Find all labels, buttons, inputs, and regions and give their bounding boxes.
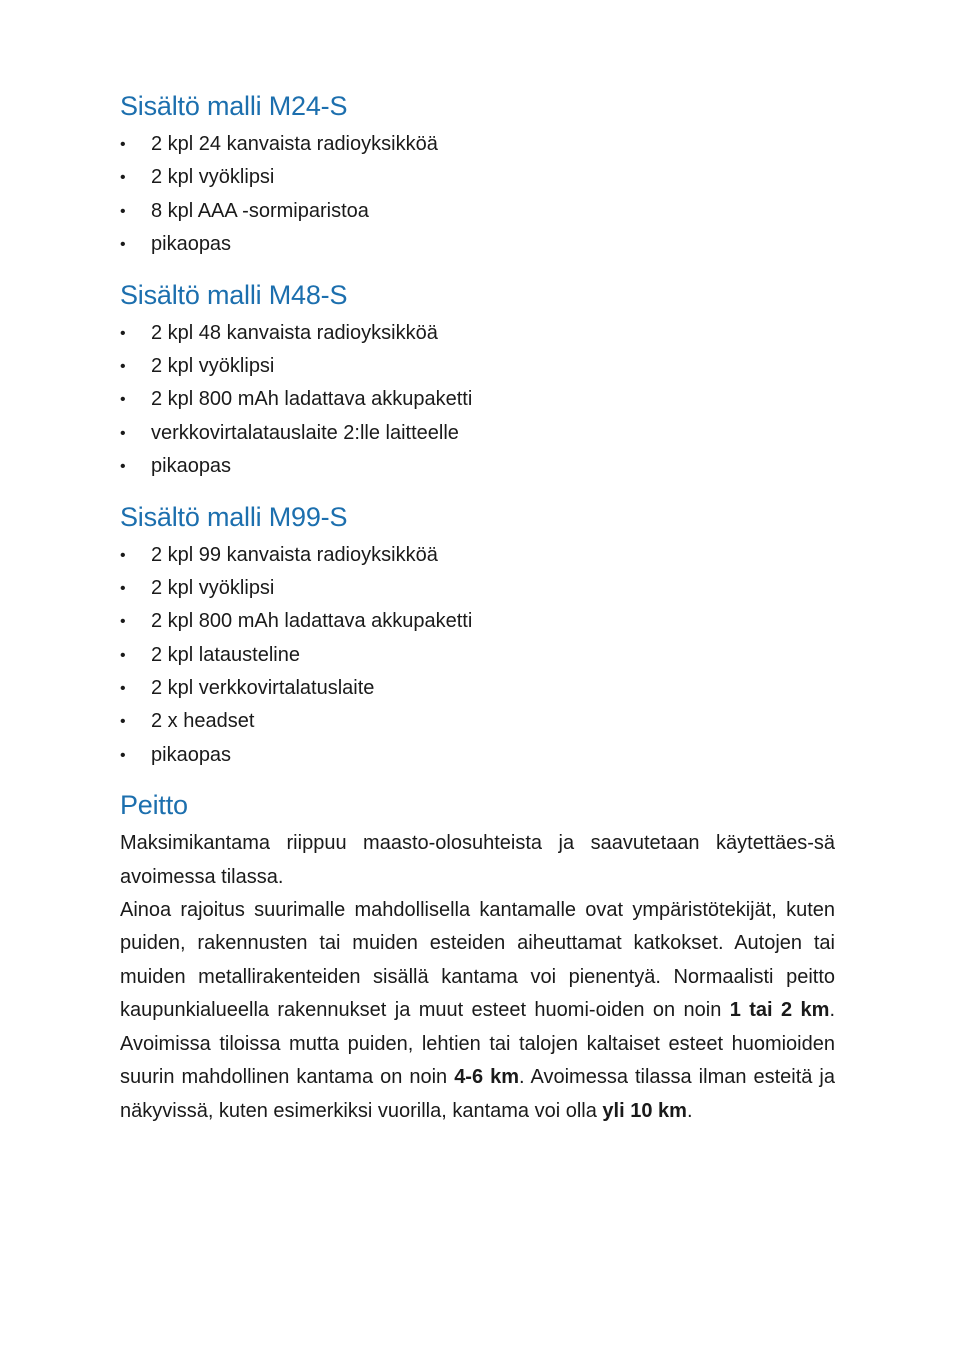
bullet-icon: • [120,236,126,254]
bullet-icon: • [120,391,126,409]
list-item: • 2 kpl vyöklipsi [120,161,835,194]
bullet-icon: • [120,546,126,564]
bullet-icon: • [120,680,126,698]
bullet-icon: • [120,136,126,153]
bullet-icon: • [120,324,126,342]
section-heading-m99s: Sisältö malli M99-S [120,501,348,532]
section-heading-peitto: Peitto [120,790,188,821]
list-item: • 2 kpl 24 kanvaista radioyksikköä [120,128,835,161]
list-item: • 2 kpl 800 mAh ladattava akkupaketti [120,383,835,416]
bullet-icon: • [120,646,126,664]
list-item: • pikaopas [120,739,835,772]
contents-list-m48s [120,317,835,484]
contents-list-m99s [120,539,835,773]
list-item: • 8 kpl AAA -sormiparistoa [120,195,835,228]
range-city: 1 tai 2 km [729,999,830,1022]
range-open-clear: yli 10 km [602,1099,687,1122]
list-item: • pikaopas [120,450,835,483]
contents-list-m24s [120,128,835,262]
bullet-icon: • [120,579,126,597]
coverage-paragraph-2: Ainoa rajoitus suurimalle mahdollisella kantamalle ovat ympäristötekijät, kuten puiden, rakennusten tai muiden esteiden aiheuttamat katkokset. Autojen tai muiden metallirakenteiden sisällä kantama voi pienentyä. Normaalisti peitto kaupunkialueella rakennukset ja muut esteet huomi-oiden on noin 1 tai 2 km. Avoimissa tiloissa mutta puiden, lehtien tai talojen kaltaiset esteet huomioiden suurin mahdollinen kantama on noin 4-6 km. Avoimessa tilassa ilman esteitä ja näkyvissä, kuten esimerkiksi vuorilla, kantama voi olla yli 10 km. [120,899,836,1122]
section-heading-m48s: Sisältö malli M48-S [120,279,348,310]
bullet-icon: • [120,357,126,375]
coverage-paragraph-1: Maksimikantama riippuu maasto-olosuhteista ja saavutetaan käytettäes-sä avoimessa tilassa. [120,832,835,888]
bullet-icon: • [120,424,126,442]
list-item: • 2 kpl 99 kanvaista radioyksikköä [120,539,835,572]
list-item: • 2 kpl latausteline [120,639,835,672]
bullet-icon: • [120,746,126,764]
bullet-icon: • [120,613,126,631]
list-item: • pikaopas [120,228,835,261]
range-open-obstacles: 4-6 km [454,1066,520,1089]
list-item: • 2 x headset [120,705,835,738]
document-page [120,88,835,1128]
bullet-icon: • [120,458,126,476]
list-item: • 2 kpl verkkovirtalatuslaite [120,672,835,705]
bullet-icon: • [120,169,126,187]
bullet-icon: • [120,713,126,731]
list-item: • 2 kpl 48 kanvaista radioyksikköä [120,317,835,350]
list-item: • verkkovirtalatauslaite 2:lle laitteelle [120,417,835,450]
bullet-icon: • [120,202,126,220]
list-item: • 2 kpl vyöklipsi [120,572,835,605]
section-heading-m24s: Sisältö malli M24-S [120,91,348,121]
list-item: • 2 kpl 800 mAh ladattava akkupaketti [120,605,835,638]
list-item: • 2 kpl vyöklipsi [120,350,835,383]
